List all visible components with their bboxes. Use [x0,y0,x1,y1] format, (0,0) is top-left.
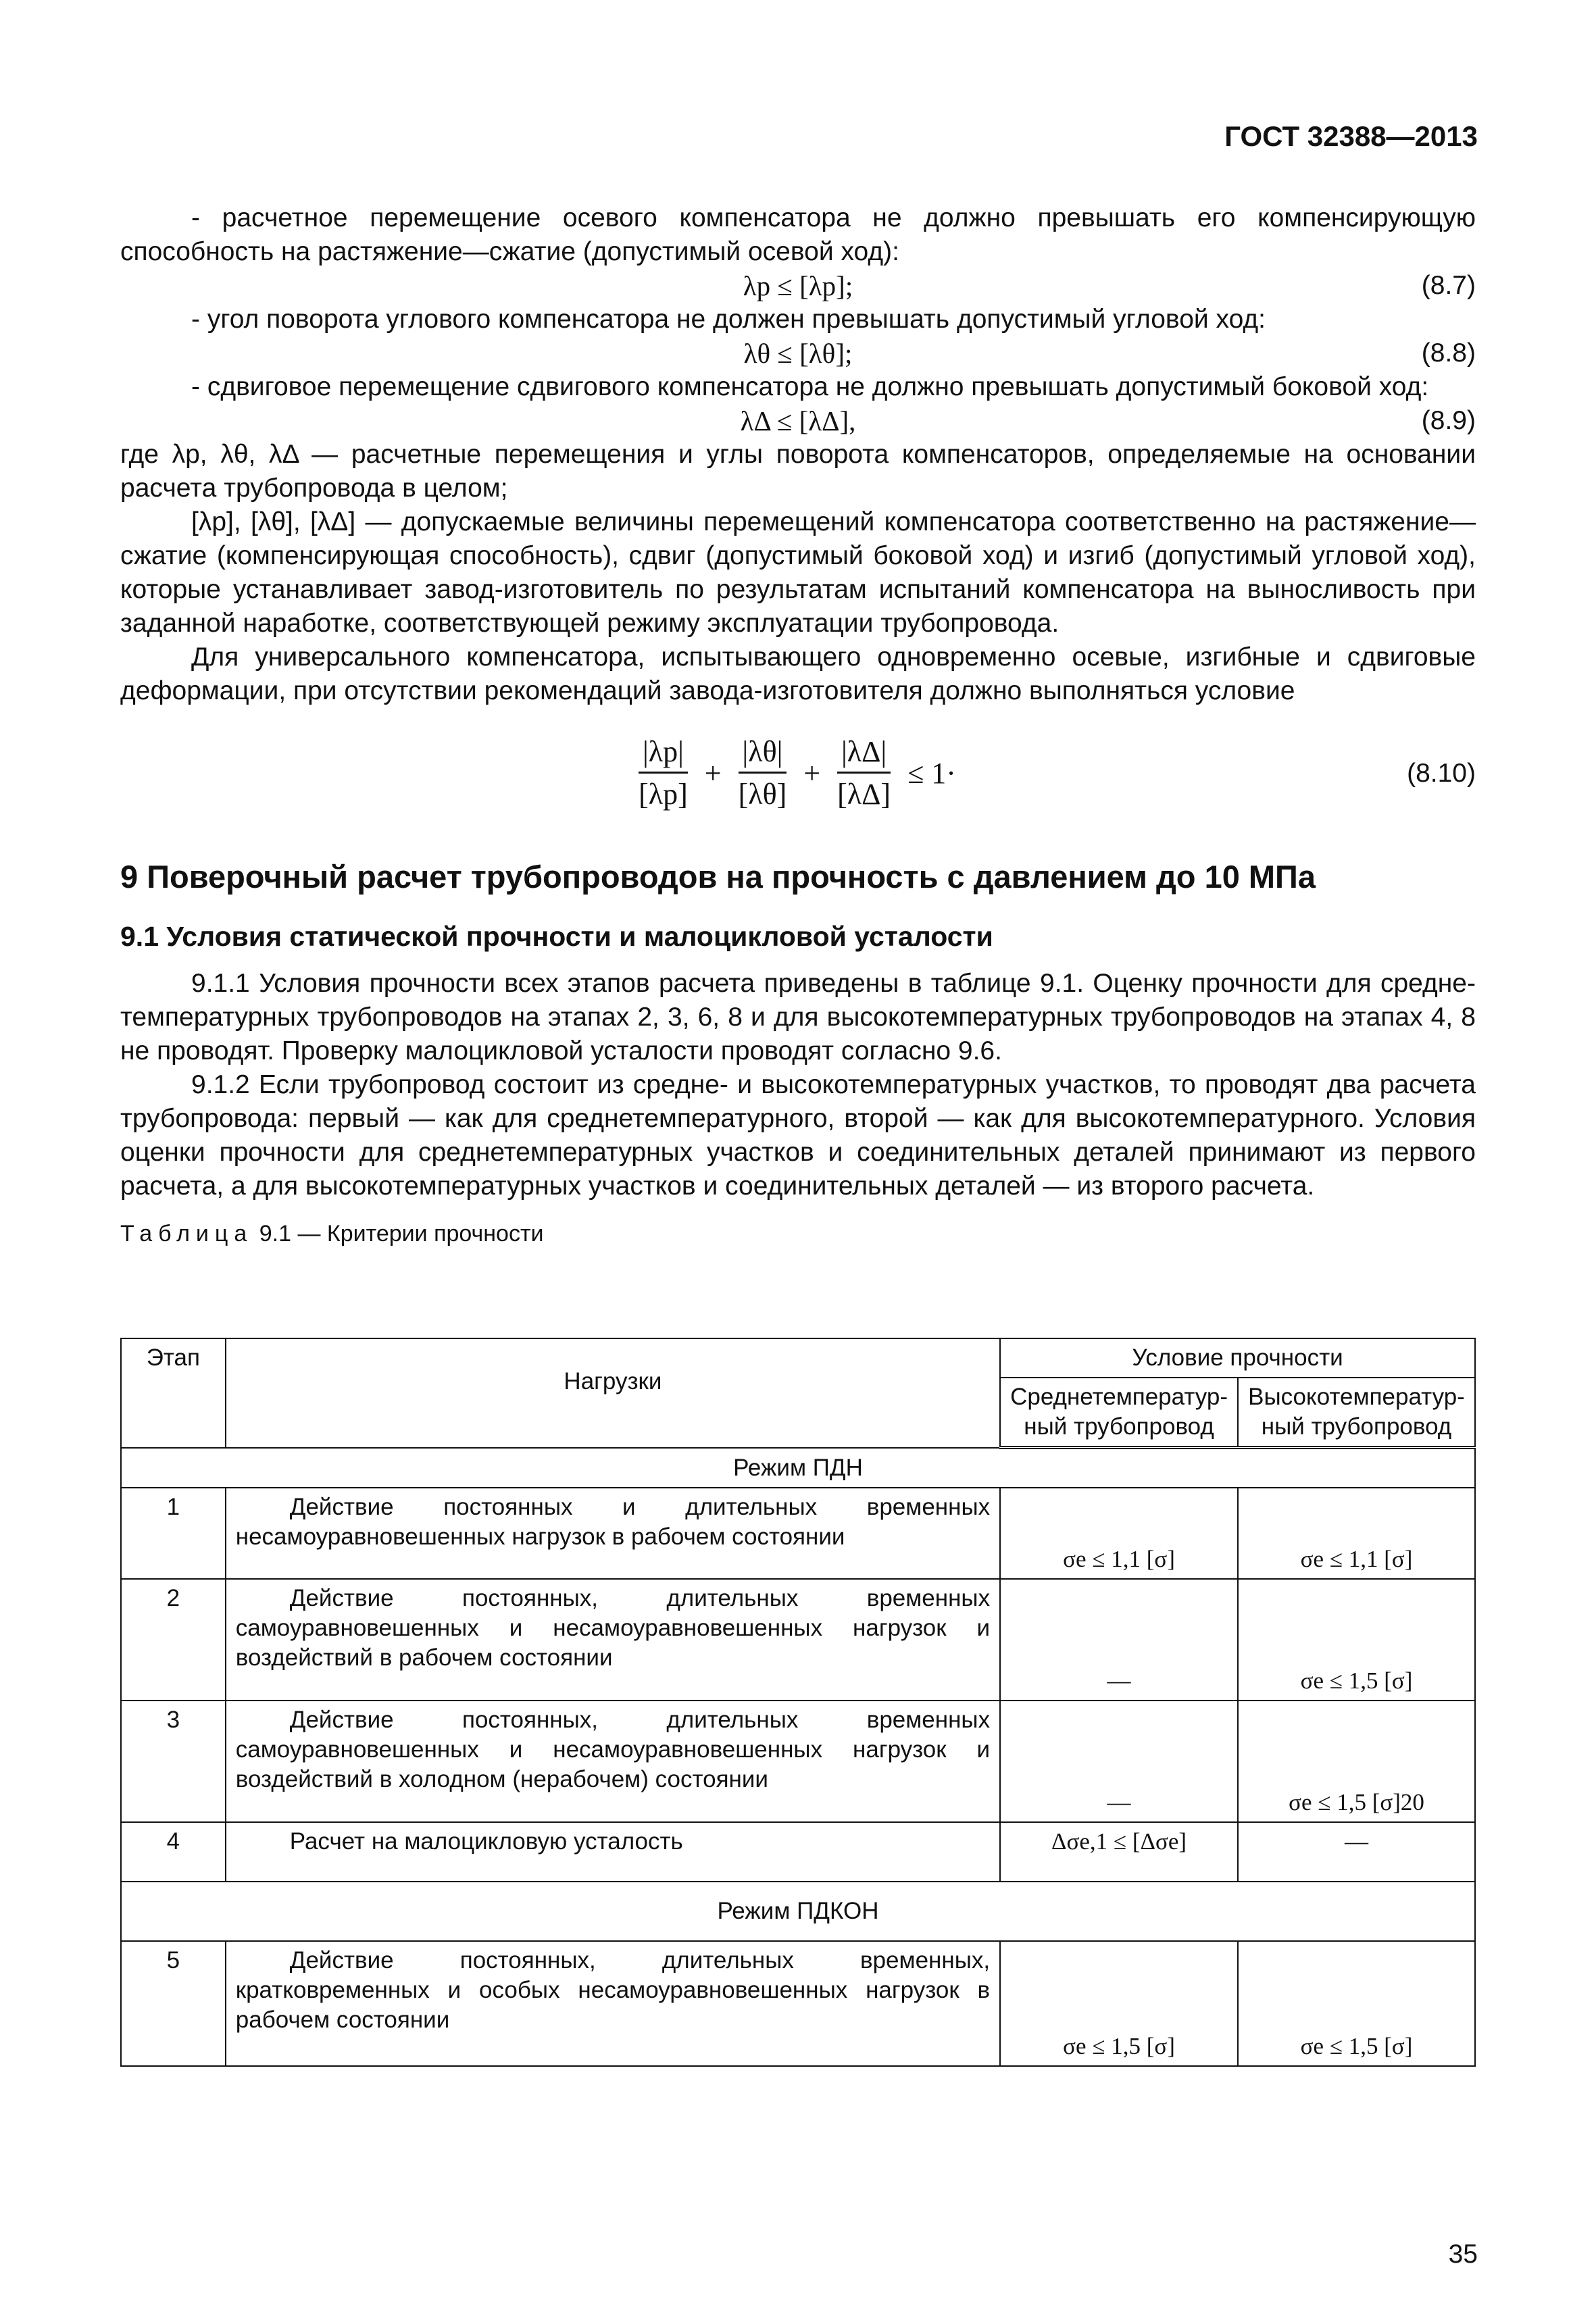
equation-number: (8.7) [1421,271,1476,300]
equation-formula: λθ ≤ [λθ]; [743,338,853,369]
load-cell: Расчет на малоцикловую усталость [226,1822,1000,1882]
load-cell: Действие постоянных, длительных временных самоуравновешенных и несамоуравновешенных нагрузок и воздействий в холодном (нерабочем) состоянии [226,1701,1000,1822]
stage-cell: 1 [121,1488,226,1579]
paragraph: Для универсального компенсатора, испытывающего одновременно осевые, изгибные и сдвиговые деформации, при отсутствии рекомендаций завода-изготовителя должно выполняться условие [120,643,1476,705]
equation-number: (8.10) [1407,759,1476,788]
mid-temp-cell: — [1000,1579,1238,1701]
table-row [121,1822,1475,1882]
mode-row [121,1448,1475,1488]
table-row [121,1488,1475,1579]
header-loads: Нагрузки [226,1338,1000,1448]
paragraph: - сдвиговое перемещение сдвигового компенсатора не должно превышать допустимый боковой ход: [191,372,1429,401]
mode-label: Режим ПДКОН [121,1882,1475,1941]
equation-8-8 [120,336,1476,370]
table-row [121,1579,1475,1701]
load-cell: Действие постоянных и длительных временных несамоуравновешенных нагрузок в рабочем состоянии [226,1488,1000,1579]
paragraph: - угол поворота углового компенсатора не должен превышать допустимый угловой ход: [191,305,1266,334]
equation-formula [120,735,1476,811]
equation-tail: ≤ 1· [907,756,956,790]
header-strength-condition: Условие прочности [1000,1338,1475,1378]
equation-8-7 [120,269,1476,303]
paragraph: [λp], [λθ], [λΔ] — допускаемые величины перемещений компенсатора соответственно на растяжение—сжатие (компенсирующая способность), сдвиг (допустимый боковой ход) и изгиб (допустимый угловой ход), которые устанавливает завод-изготовитель по результатам испытаний компенсатора на выносливость при заданной наработке, соответствующей режиму эксплуатации трубопровода. [120,507,1476,638]
high-temp-cell: σe ≤ 1,1 [σ] [1238,1488,1475,1579]
mid-temp-cell: σe ≤ 1,1 [σ] [1000,1488,1238,1579]
plus-sign: + [803,756,821,790]
paragraph: где λp, λθ, λΔ — расчетные перемещения и углы поворота компенсаторов, определяемые на основании расчета трубопровода в целом; [120,440,1476,503]
load-cell: Действие постоянных, длительных временных, кратковременных и особых несамоуравновешенных нагрузок в рабочем состоянии [226,1941,1000,2066]
mode-row [121,1882,1475,1941]
high-temp-cell: σe ≤ 1,5 [σ] [1238,1941,1475,2066]
plus-sign: + [704,756,722,790]
stage-cell: 2 [121,1579,226,1701]
stage-cell: 5 [121,1941,226,2066]
header-high-temp: Высокотемператур-ный трубопровод [1238,1378,1475,1448]
fraction-denominator: [λθ] [738,778,787,811]
fraction-denominator: [λΔ] [837,778,891,811]
mid-temp-cell: σe ≤ 1,5 [σ] [1000,1941,1238,2066]
main-text [120,201,1476,1251]
fraction-numerator: |λΔ| [837,735,891,774]
table-caption-word: Таблица [120,1221,253,1247]
stage-cell: 4 [121,1822,226,1882]
equation-number: (8.9) [1421,406,1476,435]
high-temp-cell: σe ≤ 1,5 [σ]20 [1238,1701,1475,1822]
mid-temp-cell: Δσe,1 ≤ [Δσe] [1000,1822,1238,1882]
load-cell: Действие постоянных, длительных временных самоуравновешенных и несамоуравновешенных нагрузок и воздействий в рабочем состоянии [226,1579,1000,1701]
mode-label: Режим ПДН [121,1448,1475,1488]
fraction-numerator: |λθ| [739,735,787,774]
mid-temp-cell: — [1000,1701,1238,1822]
strength-criteria-table [120,1338,1476,2067]
high-temp-cell: σe ≤ 1,5 [σ] [1238,1579,1475,1701]
table-row [121,1701,1475,1822]
high-temp-cell: — [1238,1822,1475,1882]
table-caption-title: 9.1 — Критерии прочности [259,1221,544,1247]
page-number: 35 [1448,2240,1478,2269]
subsection-heading: 9.1 Условия статической прочности и малоцикловой усталости [120,921,993,952]
paragraph: - расчетное перемещение осевого компенсатора не должно превышать его компенсирующую способность на растяжение—сжатие (допустимый осевой ход): [120,203,1476,266]
fraction [639,735,688,811]
paragraph: 9.1.2 Если трубопровод состоит из средне- и высокотемпературных участков, то проводят два расчета трубопровода: первый — как для среднетемпературного, второй — как для высокотемпературного. Условия оценки прочности для среднетемпературных участков и соединительных деталей принимают из первого расчета, а для высокотемпературных участков и соединительных деталей — из второго расчета. [120,1070,1476,1201]
paragraph: 9.1.1 Условия прочности всех этапов расчета приведены в таблице 9.1. Оценку прочности для средне-температурных трубопроводов на этапах 2, 3, 6, 8 и для высокотемпературных трубопроводов на этапах 4, 8 не проводят. Проверку малоцикловой усталости проводят согласно 9.6. [120,969,1476,1065]
equation-8-10 [120,722,1476,823]
equation-number: (8.8) [1421,338,1476,368]
section-heading: 9 Поверочный расчет трубопроводов на прочность с давлением до 10 МПа [120,859,1316,895]
stage-cell: 3 [121,1701,226,1822]
table-header-row [121,1338,1475,1378]
fraction-denominator: [λp] [639,778,688,811]
fraction-numerator: |λp| [639,735,688,774]
equation-8-9 [120,404,1476,438]
fraction [739,735,787,811]
table-caption [120,1217,1476,1251]
equation-formula: λp ≤ [λp]; [743,270,853,301]
table-row [121,1941,1475,2066]
equation-formula: λΔ ≤ [λΔ], [740,405,856,436]
standard-header: ГОСТ 32388—2013 [1224,120,1478,152]
fraction [837,735,891,811]
header-stage: Этап [121,1338,226,1448]
header-mid-temp: Среднетемператур-ный трубопровод [1000,1378,1238,1448]
